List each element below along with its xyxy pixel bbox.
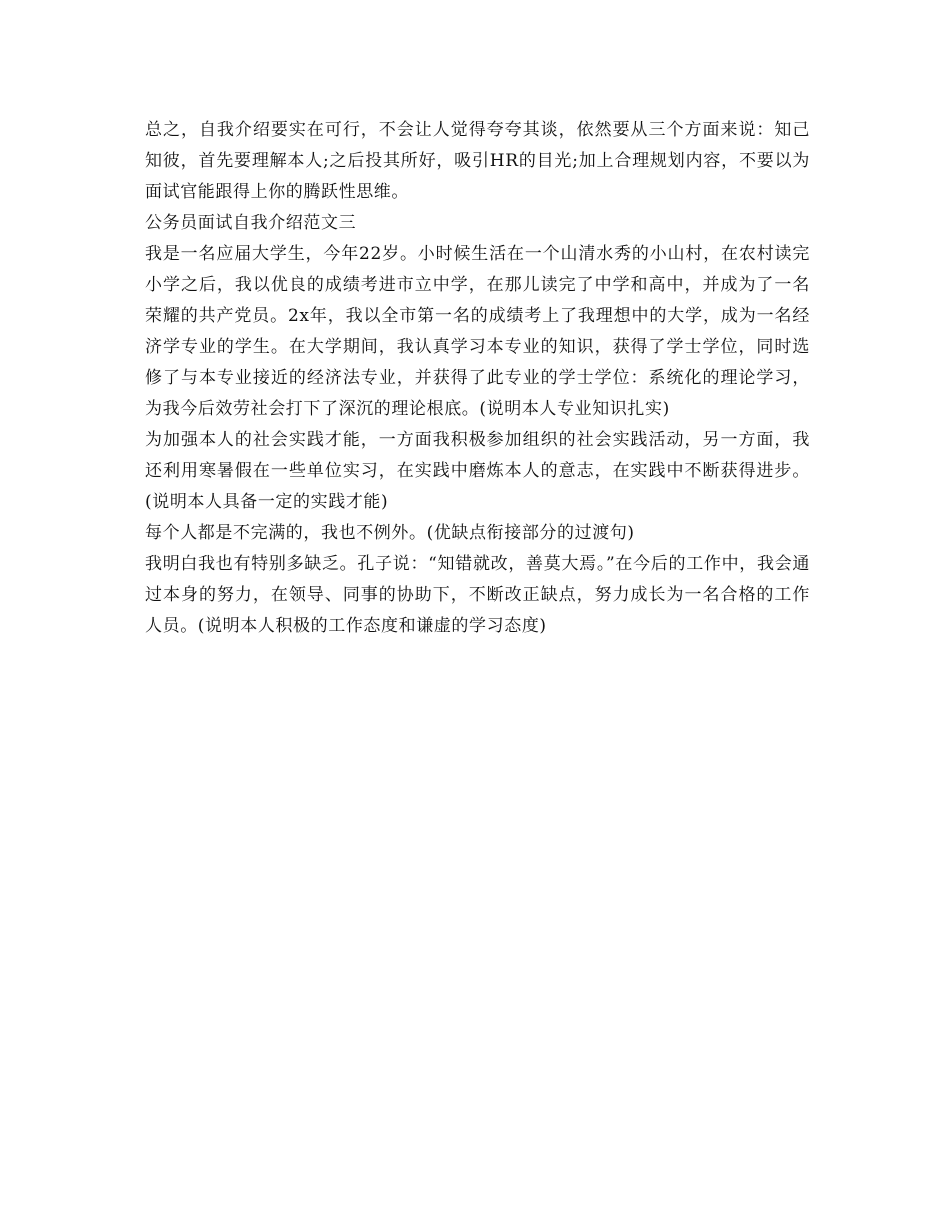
paragraph-background: 我是一名应届大学生，今年22岁。小时候生活在一个山清水秀的小山村，在农村读完小学之后，我以优良的成绩考进市立中学，在那儿读完了中学和高中，并成为了一名荣耀的共产党员。2x年，我以全市第一名的成绩考上了我理想中的大学，成为一名经济学专业的学生。在大学期间，我认真学习本专业的知识，获得了学士学位，同时选修了与本专业接近的经济法专业，并获得了此专业的学士学位：系统化的理论学习，为我今后效劳社会打下了深沉的理论根底。(说明本人专业知识扎实) (145, 244, 810, 419)
section-heading: 公务员面试自我介绍范文三 (145, 213, 357, 233)
paragraph-transition: 每个人都是不完满的，我也不例外。(优缺点衔接部分的过渡句) (145, 523, 635, 543)
document-body (145, 115, 810, 642)
paragraph-shortcomings: 我明白我也有特别多缺乏。孔子说：“知错就改，善莫大焉。”在今后的工作中，我会通过本身的努力，在领导、同事的协助下，不断改正缺点，努力成长为一名合格的工作人员。(说明本人积极的工作态度和谦虚的学习态度) (145, 554, 810, 636)
paragraph-practice: 为加强本人的社会实践才能，一方面我积极参加组织的社会实践活动，另一方面，我还利用寒暑假在一些单位实习，在实践中磨炼本人的意志，在实践中不断获得进步。(说明本人具备一定的实践才能) (145, 430, 810, 512)
paragraph-summary: 总之，自我介绍要实在可行，不会让人觉得夸夸其谈，依然要从三个方面来说：知己知彼，首先要理解本人;之后投其所好，吸引HR的目光;加上合理规划内容，不要以为面试官能跟得上你的腾跃性思维。 (145, 120, 810, 202)
